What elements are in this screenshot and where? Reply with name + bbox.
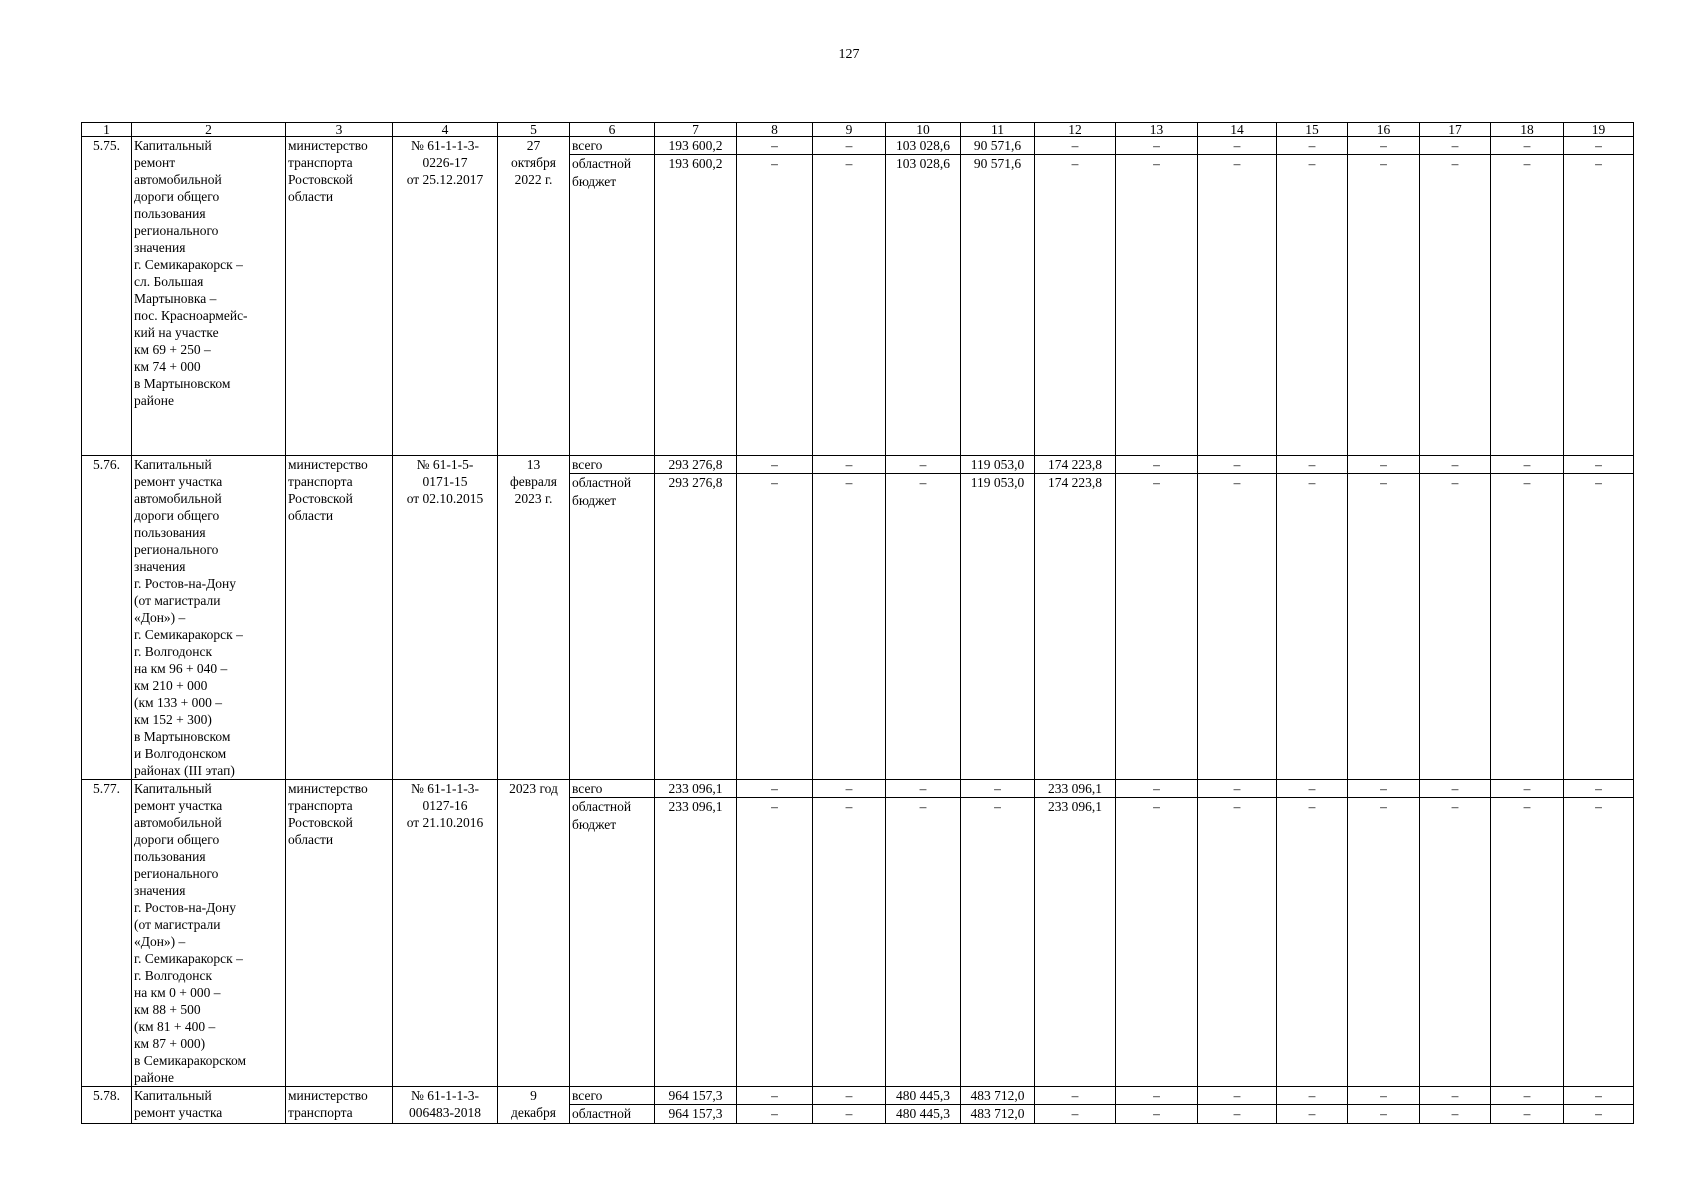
- row-number: 5.76.: [82, 456, 132, 780]
- value-cell: –: [1348, 1087, 1420, 1105]
- object-name: Капитальный ремонт автомобильной дороги общего пользования регионального значения г. Семикаракорск – сл. Большая Мартыновка – пос. Красноармейс- кий на участке км 69 + 250 – км 74 + 000 в Мартыновском районе: [132, 137, 286, 456]
- value-cell: 964 157,3: [655, 1087, 737, 1105]
- value-cell: –: [1277, 798, 1348, 1087]
- value-cell: 119 053,0: [961, 456, 1035, 474]
- value-cell: –: [1198, 798, 1277, 1087]
- value-cell: –: [737, 798, 813, 1087]
- value-cell: –: [737, 137, 813, 155]
- funding-source-total: всего: [570, 1087, 655, 1105]
- value-cell: –: [1420, 456, 1491, 474]
- date-cell: 2023 год: [498, 780, 570, 1087]
- table-row: [82, 137, 1634, 155]
- value-cell: –: [813, 456, 886, 474]
- value-cell: –: [1198, 456, 1277, 474]
- value-cell: 233 096,1: [1035, 780, 1116, 798]
- value-cell: 193 600,2: [655, 155, 737, 456]
- value-cell: –: [813, 780, 886, 798]
- value-cell: –: [813, 155, 886, 456]
- value-cell: –: [1564, 155, 1634, 456]
- value-cell: –: [1198, 780, 1277, 798]
- value-cell: –: [1564, 798, 1634, 1087]
- ministry-cell: министерство транспорта: [286, 1087, 393, 1124]
- value-cell: 174 223,8: [1035, 456, 1116, 474]
- value-cell: 90 571,6: [961, 155, 1035, 456]
- value-cell: 233 096,1: [655, 780, 737, 798]
- value-cell: –: [737, 1087, 813, 1105]
- value-cell: –: [1420, 155, 1491, 456]
- value-cell: 483 712,0: [961, 1105, 1035, 1124]
- value-cell: 103 028,6: [886, 155, 961, 456]
- value-cell: 174 223,8: [1035, 474, 1116, 780]
- funding-source-budget: областной: [570, 1105, 655, 1124]
- row-number: 5.77.: [82, 780, 132, 1087]
- column-header: 13: [1116, 123, 1198, 137]
- value-cell: –: [1277, 1087, 1348, 1105]
- value-cell: –: [1491, 780, 1564, 798]
- value-cell: 964 157,3: [655, 1105, 737, 1124]
- header-row: [82, 123, 1634, 137]
- value-cell: –: [1198, 137, 1277, 155]
- value-cell: –: [1348, 456, 1420, 474]
- column-header: 15: [1277, 123, 1348, 137]
- date-cell: 13 февраля 2023 г.: [498, 456, 570, 780]
- value-cell: –: [1348, 780, 1420, 798]
- ministry-cell: министерство транспорта Ростовской области: [286, 780, 393, 1087]
- value-cell: –: [813, 474, 886, 780]
- value-cell: –: [1277, 780, 1348, 798]
- table-row: [82, 1087, 1634, 1105]
- column-header: 11: [961, 123, 1035, 137]
- document-cell: № 61-1-1-3- 0127-16 от 21.10.2016: [393, 780, 498, 1087]
- document-cell: № 61-1-1-3- 0226-17 от 25.12.2017: [393, 137, 498, 456]
- column-header: 10: [886, 123, 961, 137]
- value-cell: –: [1420, 1105, 1491, 1124]
- row-number: 5.75.: [82, 137, 132, 456]
- column-header: 12: [1035, 123, 1116, 137]
- value-cell: –: [1035, 1087, 1116, 1105]
- value-cell: –: [1491, 474, 1564, 780]
- value-cell: –: [1277, 137, 1348, 155]
- value-cell: –: [1116, 780, 1198, 798]
- value-cell: –: [1348, 798, 1420, 1087]
- value-cell: –: [1564, 1105, 1634, 1124]
- value-cell: –: [1491, 798, 1564, 1087]
- column-header: 2: [132, 123, 286, 137]
- value-cell: –: [1198, 1105, 1277, 1124]
- value-cell: –: [1564, 1087, 1634, 1105]
- value-cell: –: [1348, 155, 1420, 456]
- value-cell: –: [737, 780, 813, 798]
- value-cell: 480 445,3: [886, 1087, 961, 1105]
- column-header: 4: [393, 123, 498, 137]
- object-name: Капитальный ремонт участка автомобильной дороги общего пользования регионального значения г. Ростов-на-Дону (от магистрали «Дон») – г. Семикаракорск – г. Волгодонск на км 96 + 040 – км 210 + 000 (км 133 + 000 – км 152 + 300) в Мартыновском и Волгодонском районах (III этап): [132, 456, 286, 780]
- value-cell: –: [813, 798, 886, 1087]
- object-name: Капитальный ремонт участка автомобильной дороги общего пользования регионального значения г. Ростов-на-Дону (от магистрали «Дон») – г. Семикаракорск – г. Волгодонск на км 0 + 000 – км 88 + 500 (км 81 + 400 – км 87 + 000) в Семикаракорском районе: [132, 780, 286, 1087]
- column-header: 7: [655, 123, 737, 137]
- value-cell: 193 600,2: [655, 137, 737, 155]
- value-cell: 293 276,8: [655, 474, 737, 780]
- date-cell: 27 октября 2022 г.: [498, 137, 570, 456]
- table-row: [82, 456, 1634, 474]
- value-cell: –: [813, 1105, 886, 1124]
- value-cell: –: [961, 798, 1035, 1087]
- value-cell: 119 053,0: [961, 474, 1035, 780]
- value-cell: –: [886, 474, 961, 780]
- value-cell: –: [1420, 798, 1491, 1087]
- value-cell: –: [1116, 456, 1198, 474]
- value-cell: –: [1116, 155, 1198, 456]
- value-cell: –: [1491, 1105, 1564, 1124]
- funding-source-total: всего: [570, 137, 655, 155]
- page-number: 127: [838, 47, 860, 62]
- value-cell: –: [1564, 474, 1634, 780]
- value-cell: –: [1035, 155, 1116, 456]
- funding-source-budget: областной бюджет: [570, 155, 655, 456]
- column-header: 6: [570, 123, 655, 137]
- column-header: 1: [82, 123, 132, 137]
- value-cell: –: [1491, 456, 1564, 474]
- document-cell: № 61-1-1-3- 006483-2018: [393, 1087, 498, 1124]
- funding-source-total: всего: [570, 780, 655, 798]
- table-row: [82, 780, 1634, 798]
- value-cell: –: [1420, 1087, 1491, 1105]
- value-cell: 233 096,1: [1035, 798, 1116, 1087]
- funding-source-budget: областной бюджет: [570, 798, 655, 1087]
- column-header: 8: [737, 123, 813, 137]
- column-header: 17: [1420, 123, 1491, 137]
- column-header: 9: [813, 123, 886, 137]
- value-cell: –: [1116, 798, 1198, 1087]
- value-cell: –: [886, 780, 961, 798]
- value-cell: –: [737, 155, 813, 456]
- value-cell: –: [813, 1087, 886, 1105]
- value-cell: –: [1277, 456, 1348, 474]
- value-cell: –: [813, 137, 886, 155]
- value-cell: 233 096,1: [655, 798, 737, 1087]
- value-cell: 103 028,6: [886, 137, 961, 155]
- column-header: 3: [286, 123, 393, 137]
- value-cell: –: [1348, 1105, 1420, 1124]
- column-header: 5: [498, 123, 570, 137]
- budget-table: [81, 122, 1634, 1124]
- value-cell: –: [1491, 155, 1564, 456]
- value-cell: –: [1564, 137, 1634, 155]
- funding-source-total: всего: [570, 456, 655, 474]
- value-cell: 90 571,6: [961, 137, 1035, 155]
- value-cell: –: [1420, 780, 1491, 798]
- document-cell: № 61-1-5- 0171-15 от 02.10.2015: [393, 456, 498, 780]
- row-number: 5.78.: [82, 1087, 132, 1124]
- value-cell: –: [1035, 137, 1116, 155]
- value-cell: –: [1348, 474, 1420, 780]
- column-header: 16: [1348, 123, 1420, 137]
- value-cell: –: [1116, 474, 1198, 780]
- value-cell: –: [1491, 1087, 1564, 1105]
- value-cell: –: [737, 474, 813, 780]
- value-cell: –: [1564, 456, 1634, 474]
- value-cell: –: [886, 456, 961, 474]
- value-cell: –: [1116, 1087, 1198, 1105]
- value-cell: –: [737, 456, 813, 474]
- funding-source-budget: областной бюджет: [570, 474, 655, 780]
- value-cell: –: [1277, 1105, 1348, 1124]
- value-cell: –: [1198, 155, 1277, 456]
- ministry-cell: министерство транспорта Ростовской области: [286, 137, 393, 456]
- value-cell: –: [1198, 1087, 1277, 1105]
- value-cell: –: [1564, 780, 1634, 798]
- value-cell: –: [1035, 1105, 1116, 1124]
- column-header: 19: [1564, 123, 1634, 137]
- value-cell: 293 276,8: [655, 456, 737, 474]
- value-cell: –: [1116, 1105, 1198, 1124]
- ministry-cell: министерство транспорта Ростовской области: [286, 456, 393, 780]
- value-cell: 480 445,3: [886, 1105, 961, 1124]
- column-header: 18: [1491, 123, 1564, 137]
- value-cell: –: [1348, 137, 1420, 155]
- date-cell: 9 декабря: [498, 1087, 570, 1124]
- value-cell: –: [886, 798, 961, 1087]
- object-name: Капитальный ремонт участка: [132, 1087, 286, 1124]
- value-cell: –: [1277, 474, 1348, 780]
- column-header: 14: [1198, 123, 1277, 137]
- value-cell: –: [1420, 474, 1491, 780]
- value-cell: –: [961, 780, 1035, 798]
- value-cell: –: [1277, 155, 1348, 456]
- value-cell: –: [1420, 137, 1491, 155]
- value-cell: –: [1116, 137, 1198, 155]
- value-cell: –: [1491, 137, 1564, 155]
- value-cell: 483 712,0: [961, 1087, 1035, 1105]
- value-cell: –: [737, 1105, 813, 1124]
- value-cell: –: [1198, 474, 1277, 780]
